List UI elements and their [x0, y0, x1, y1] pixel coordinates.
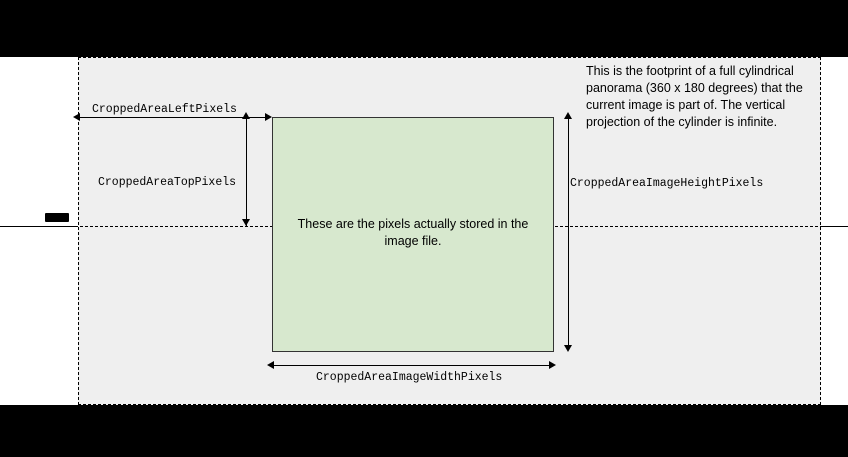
- top-pixels-arrow-line: [246, 119, 247, 224]
- image-width-arrowhead-start: [267, 361, 274, 369]
- stored-pixels-label: These are the pixels actually stored in the image file.: [297, 217, 529, 248]
- footprint-bottom-edge: [78, 404, 821, 405]
- image-height-arrowhead-start: [564, 112, 572, 119]
- image-height-arrow-line: [568, 119, 569, 350]
- panorama-description-text: This is the footprint of a full cylindrical panorama (360 x 180 degrees) that the current image is part of. The vertical projection of the cylinder is infinite.: [586, 64, 803, 129]
- image-width-arrow-line: [274, 365, 552, 366]
- cropped-area-image-height-pixels-label: CroppedAreaImageHeightPixels: [570, 177, 764, 190]
- equator-solid-left-stub: [0, 226, 78, 227]
- top-pixels-arrowhead-end: [242, 219, 250, 226]
- cropped-area-left-pixels-label: CroppedAreaLeftPixels: [92, 103, 237, 116]
- left-pixels-arrowhead-end: [265, 113, 272, 121]
- top-pixels-arrowhead-start: [242, 112, 250, 119]
- footprint-top-edge: [78, 57, 821, 58]
- left-pixels-arrowhead-start: [73, 113, 80, 121]
- equator-solid-right-stub: [821, 226, 848, 227]
- equator-black-marker: [45, 213, 69, 222]
- image-height-arrowhead-end: [564, 345, 572, 352]
- image-width-arrowhead-end: [549, 361, 556, 369]
- cropped-area-image-width-pixels-label: CroppedAreaImageWidthPixels: [316, 371, 503, 384]
- footprint-left-edge: [78, 57, 79, 405]
- cropped-area-top-pixels-label: CroppedAreaTopPixels: [98, 176, 237, 189]
